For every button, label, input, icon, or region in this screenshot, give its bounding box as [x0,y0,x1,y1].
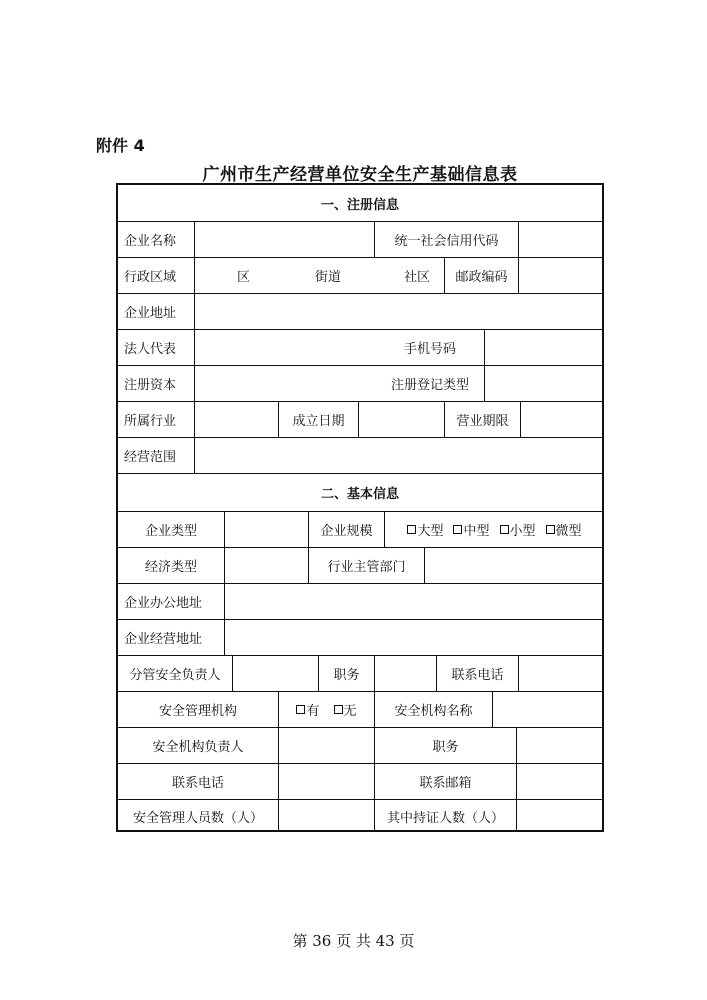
label-position: 职务 [318,656,374,691]
label-reg-type: 注册登记类型 [390,378,469,393]
field-org-email[interactable] [516,764,604,799]
row-safety-person [118,655,602,691]
field-credit-code[interactable] [518,222,604,257]
row-company-type [118,511,602,547]
field-est-date[interactable] [358,402,444,437]
label-company-type: 企业类型 [144,524,197,539]
row-address [118,293,602,329]
section-registration-header [118,185,602,221]
label-industry: 所属行业 [124,414,177,429]
attachment-label: 附件 4 [96,136,145,155]
row-econ-type [118,547,602,583]
field-org-phone[interactable] [278,764,374,799]
row-biz-scope [118,437,602,473]
label-credit-code: 统一社会信用代码 [374,222,518,257]
field-org-leader[interactable] [278,728,374,763]
field-econ-type[interactable] [224,548,308,583]
label-biz-term: 营业期限 [444,402,520,437]
scale-option-small[interactable]: 小型 [500,520,536,539]
page-footer: 第 36 页 共 43 页 [292,932,415,950]
field-position[interactable] [374,656,436,691]
field-office-address[interactable] [224,584,604,619]
field-operating-address[interactable] [224,620,604,655]
form-title: 广州市生产经营单位安全生产基础信息表 [202,165,518,185]
section-basic-title: 二、基本信息 [320,487,399,502]
label-postcode: 邮政编码 [444,258,518,293]
field-safety-person[interactable] [232,656,318,691]
safety-org-option-no[interactable]: 无 [334,700,357,719]
field-industry[interactable] [194,402,278,437]
row-reg-capital [118,365,602,401]
field-safety-org [278,692,374,727]
checkbox-icon [500,525,509,534]
safety-info-form [116,183,604,832]
label-certified-count: 其中持证人数（人） [374,800,516,832]
label-office-address: 企业办公地址 [124,596,203,611]
field-certified-count[interactable] [516,800,604,832]
field-company-scale [384,512,604,547]
label-supervising-dept: 行业主管部门 [308,548,424,583]
field-reg-capital[interactable] [194,366,376,401]
field-company-type[interactable] [224,512,308,547]
section-registration-title: 一、注册信息 [320,197,399,213]
row-org-contact [118,763,602,799]
label-operating-address: 企业经营地址 [124,632,203,647]
checkbox-icon [407,525,416,534]
label-mobile: 手机号码 [403,342,456,357]
label-address: 企业地址 [124,306,177,321]
row-region [118,257,602,293]
row-staff-count [118,799,602,832]
label-reg-capital: 注册资本 [124,378,177,393]
field-company-name[interactable] [194,222,374,257]
label-econ-type: 经济类型 [144,560,197,575]
field-org-name[interactable] [492,692,604,727]
label-phone: 联系电话 [436,656,518,691]
label-legal-rep: 法人代表 [124,342,177,357]
field-phone[interactable] [518,656,604,691]
section-basic-header [118,473,602,511]
field-legal-rep[interactable] [194,330,376,365]
label-region: 行政区域 [124,270,177,285]
row-industry [118,401,602,437]
label-company-name: 企业名称 [124,234,177,249]
label-org-position: 职务 [374,728,516,763]
label-safety-org: 安全管理机构 [158,704,237,719]
safety-org-option-yes[interactable]: 有 [296,700,319,719]
label-staff-count: 安全管理人员数（人） [132,810,263,826]
label-est-date: 成立日期 [278,402,358,437]
field-biz-scope[interactable] [194,438,604,473]
field-postcode[interactable] [518,258,604,293]
label-district: 区 [237,270,251,285]
row-legal-rep [118,329,602,365]
checkbox-icon [296,705,305,714]
scale-option-micro[interactable]: 微型 [546,520,582,539]
row-office-address [118,583,602,619]
label-company-scale: 企业规模 [308,512,384,547]
field-biz-term[interactable] [520,402,604,437]
label-community: 社区 [404,270,431,285]
label-biz-scope: 经营范围 [124,450,177,465]
field-region[interactable] [194,258,444,293]
label-org-leader: 安全机构负责人 [152,740,244,755]
label-street: 街道 [315,270,342,285]
label-org-phone: 联系电话 [171,776,224,791]
checkbox-icon [546,525,555,534]
row-org-leader [118,727,602,763]
label-org-email: 联系邮箱 [374,764,516,799]
field-mobile[interactable] [484,330,604,365]
row-company-name [118,221,602,257]
label-safety-person: 分管安全负责人 [129,668,221,683]
field-address[interactable] [194,294,604,329]
scale-option-large[interactable]: 大型 [407,520,443,539]
field-org-position[interactable] [516,728,604,763]
row-safety-org [118,691,602,727]
label-org-name: 安全机构名称 [374,692,492,727]
scale-option-medium[interactable]: 中型 [453,520,489,539]
field-supervising-dept[interactable] [424,548,604,583]
row-operating-address [118,619,602,655]
field-staff-count[interactable] [278,800,374,832]
checkbox-icon [453,525,462,534]
checkbox-icon [334,705,343,714]
field-reg-type[interactable] [484,366,604,401]
